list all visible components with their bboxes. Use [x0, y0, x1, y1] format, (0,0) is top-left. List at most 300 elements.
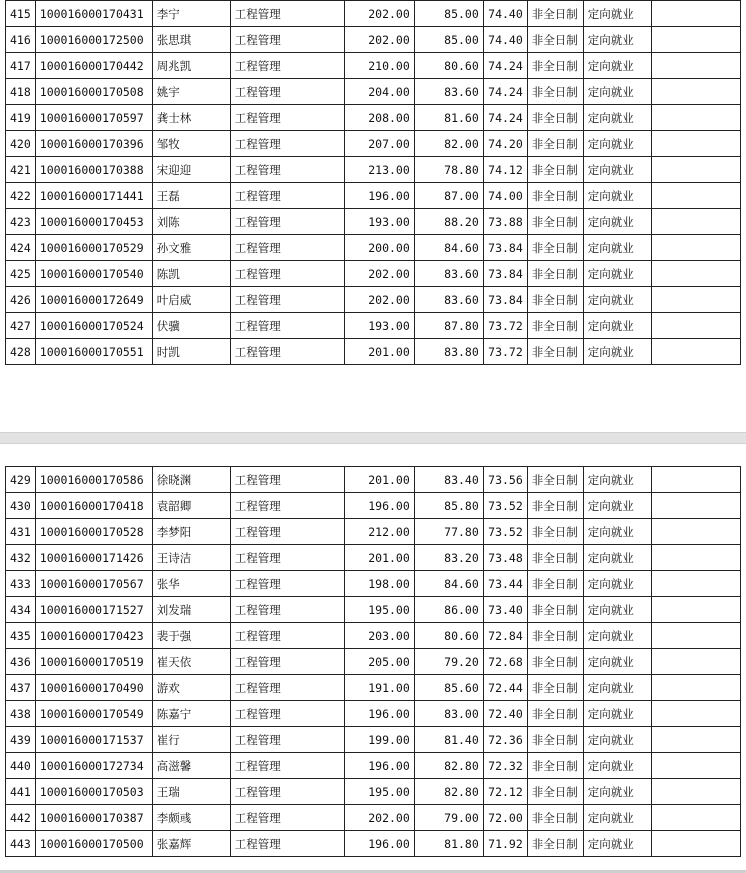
- cell-initial-score: 202.00: [344, 287, 414, 313]
- cell-employment-type: 定向就业: [583, 287, 651, 313]
- cell-study-mode: 非全日制: [527, 779, 583, 805]
- cell-name: 袁韶卿: [152, 493, 230, 519]
- cell-study-mode: 非全日制: [527, 209, 583, 235]
- cell-note: [651, 261, 740, 287]
- cell-name: 李梦阳: [152, 519, 230, 545]
- cell-name: 崔天依: [152, 649, 230, 675]
- cell-retest-score: 83.00: [414, 701, 483, 727]
- cell-total-score: 73.72: [483, 339, 527, 365]
- cell-candidate-id: 100016000170508: [35, 79, 152, 105]
- cell-major: 工程管理: [230, 831, 344, 857]
- cell-study-mode: 非全日制: [527, 79, 583, 105]
- cell-retest-score: 80.60: [414, 623, 483, 649]
- cell-name: 王磊: [152, 183, 230, 209]
- page-bottom-clip: [0, 444, 746, 870]
- cell-major: 工程管理: [230, 675, 344, 701]
- cell-major: 工程管理: [230, 701, 344, 727]
- cell-retest-score: 85.80: [414, 493, 483, 519]
- table-row: [6, 1, 741, 27]
- table-row: [6, 27, 741, 53]
- table-row: [6, 79, 741, 105]
- cell-retest-score: 83.40: [414, 467, 483, 493]
- cell-candidate-id: 100016000170431: [35, 1, 152, 27]
- cell-total-score: 72.40: [483, 701, 527, 727]
- cell-seq: 416: [6, 27, 36, 53]
- cell-note: [651, 779, 740, 805]
- cell-retest-score: 88.20: [414, 209, 483, 235]
- cell-employment-type: 定向就业: [583, 701, 651, 727]
- cell-initial-score: 195.00: [344, 597, 414, 623]
- cell-employment-type: 定向就业: [583, 209, 651, 235]
- score-table-top: [5, 0, 741, 365]
- cell-major: 工程管理: [230, 209, 344, 235]
- cell-candidate-id: 100016000170597: [35, 105, 152, 131]
- score-table-bottom-body: [6, 467, 741, 857]
- cell-seq: 422: [6, 183, 36, 209]
- cell-seq: 430: [6, 493, 36, 519]
- cell-study-mode: 非全日制: [527, 131, 583, 157]
- cell-note: [651, 753, 740, 779]
- cell-study-mode: 非全日制: [527, 157, 583, 183]
- cell-employment-type: 定向就业: [583, 339, 651, 365]
- cell-name: 时凯: [152, 339, 230, 365]
- table-row: [6, 779, 741, 805]
- cell-candidate-id: 100016000171527: [35, 597, 152, 623]
- cell-note: [651, 183, 740, 209]
- cell-initial-score: 202.00: [344, 261, 414, 287]
- cell-study-mode: 非全日制: [527, 597, 583, 623]
- cell-initial-score: 198.00: [344, 571, 414, 597]
- table-row: [6, 493, 741, 519]
- cell-initial-score: 195.00: [344, 779, 414, 805]
- cell-total-score: 73.52: [483, 493, 527, 519]
- cell-initial-score: 207.00: [344, 131, 414, 157]
- cell-major: 工程管理: [230, 649, 344, 675]
- cell-total-score: 74.40: [483, 1, 527, 27]
- cell-seq: 417: [6, 53, 36, 79]
- cell-initial-score: 203.00: [344, 623, 414, 649]
- cell-major: 工程管理: [230, 235, 344, 261]
- cell-major: 工程管理: [230, 493, 344, 519]
- cell-major: 工程管理: [230, 287, 344, 313]
- cell-candidate-id: 100016000170453: [35, 209, 152, 235]
- cell-study-mode: 非全日制: [527, 467, 583, 493]
- cell-note: [651, 571, 740, 597]
- cell-name: 游欢: [152, 675, 230, 701]
- cell-employment-type: 定向就业: [583, 183, 651, 209]
- cell-total-score: 74.24: [483, 105, 527, 131]
- cell-employment-type: 定向就业: [583, 131, 651, 157]
- cell-name: 李宁: [152, 1, 230, 27]
- cell-initial-score: 196.00: [344, 701, 414, 727]
- cell-major: 工程管理: [230, 79, 344, 105]
- cell-retest-score: 83.20: [414, 545, 483, 571]
- cell-candidate-id: 100016000170490: [35, 675, 152, 701]
- cell-note: [651, 209, 740, 235]
- cell-study-mode: 非全日制: [527, 753, 583, 779]
- cell-note: [651, 339, 740, 365]
- cell-name: 姚宇: [152, 79, 230, 105]
- cell-total-score: 73.84: [483, 261, 527, 287]
- cell-employment-type: 定向就业: [583, 545, 651, 571]
- cell-seq: 437: [6, 675, 36, 701]
- cell-note: [651, 105, 740, 131]
- cell-major: 工程管理: [230, 597, 344, 623]
- table-row: [6, 313, 741, 339]
- cell-total-score: 72.36: [483, 727, 527, 753]
- table-row: [6, 183, 741, 209]
- cell-employment-type: 定向就业: [583, 519, 651, 545]
- page-separator: [0, 432, 746, 444]
- cell-major: 工程管理: [230, 339, 344, 365]
- cell-seq: 436: [6, 649, 36, 675]
- cell-major: 工程管理: [230, 753, 344, 779]
- cell-seq: 423: [6, 209, 36, 235]
- cell-seq: 434: [6, 597, 36, 623]
- cell-name: 龚士林: [152, 105, 230, 131]
- cell-major: 工程管理: [230, 313, 344, 339]
- cell-total-score: 73.52: [483, 519, 527, 545]
- cell-employment-type: 定向就业: [583, 157, 651, 183]
- cell-employment-type: 定向就业: [583, 597, 651, 623]
- cell-note: [651, 235, 740, 261]
- cell-retest-score: 83.60: [414, 287, 483, 313]
- table-row: [6, 519, 741, 545]
- cell-employment-type: 定向就业: [583, 235, 651, 261]
- table-row: [6, 571, 741, 597]
- cell-retest-score: 83.60: [414, 261, 483, 287]
- cell-study-mode: 非全日制: [527, 675, 583, 701]
- cell-initial-score: 208.00: [344, 105, 414, 131]
- table-row: [6, 105, 741, 131]
- cell-employment-type: 定向就业: [583, 493, 651, 519]
- cell-retest-score: 84.60: [414, 571, 483, 597]
- cell-initial-score: 193.00: [344, 209, 414, 235]
- table-row: [6, 261, 741, 287]
- cell-name: 张嘉辉: [152, 831, 230, 857]
- cell-name: 伏骥: [152, 313, 230, 339]
- cell-initial-score: 204.00: [344, 79, 414, 105]
- cell-employment-type: 定向就业: [583, 571, 651, 597]
- cell-initial-score: 210.00: [344, 53, 414, 79]
- cell-total-score: 73.88: [483, 209, 527, 235]
- cell-retest-score: 82.80: [414, 779, 483, 805]
- cell-initial-score: 212.00: [344, 519, 414, 545]
- cell-major: 工程管理: [230, 157, 344, 183]
- cell-initial-score: 213.00: [344, 157, 414, 183]
- cell-study-mode: 非全日制: [527, 183, 583, 209]
- table-row: [6, 649, 741, 675]
- cell-initial-score: 196.00: [344, 183, 414, 209]
- table-row: [6, 53, 741, 79]
- cell-initial-score: 196.00: [344, 831, 414, 857]
- cell-initial-score: 196.00: [344, 753, 414, 779]
- cell-candidate-id: 100016000170586: [35, 467, 152, 493]
- cell-note: [651, 545, 740, 571]
- cell-seq: 431: [6, 519, 36, 545]
- cell-employment-type: 定向就业: [583, 779, 651, 805]
- cell-total-score: 72.12: [483, 779, 527, 805]
- cell-employment-type: 定向就业: [583, 753, 651, 779]
- cell-seq: 420: [6, 131, 36, 157]
- cell-major: 工程管理: [230, 545, 344, 571]
- cell-initial-score: 201.00: [344, 339, 414, 365]
- cell-note: [651, 313, 740, 339]
- cell-major: 工程管理: [230, 519, 344, 545]
- cell-study-mode: 非全日制: [527, 493, 583, 519]
- cell-retest-score: 79.20: [414, 649, 483, 675]
- cell-major: 工程管理: [230, 105, 344, 131]
- cell-candidate-id: 100016000170551: [35, 339, 152, 365]
- cell-total-score: 73.48: [483, 545, 527, 571]
- cell-note: [651, 27, 740, 53]
- cell-major: 工程管理: [230, 727, 344, 753]
- cell-employment-type: 定向就业: [583, 1, 651, 27]
- cell-name: 孙文雅: [152, 235, 230, 261]
- cell-name: 高滋馨: [152, 753, 230, 779]
- cell-initial-score: 205.00: [344, 649, 414, 675]
- cell-major: 工程管理: [230, 183, 344, 209]
- cell-name: 陈凯: [152, 261, 230, 287]
- cell-note: [651, 287, 740, 313]
- table-row: [6, 701, 741, 727]
- table-row: [6, 131, 741, 157]
- cell-initial-score: 196.00: [344, 493, 414, 519]
- cell-note: [651, 623, 740, 649]
- cell-name: 刘陈: [152, 209, 230, 235]
- cell-study-mode: 非全日制: [527, 727, 583, 753]
- table-row: [6, 235, 741, 261]
- cell-note: [651, 675, 740, 701]
- cell-total-score: 73.84: [483, 235, 527, 261]
- cell-total-score: 73.84: [483, 287, 527, 313]
- cell-name: 王诗洁: [152, 545, 230, 571]
- table-row: [6, 831, 741, 857]
- cell-retest-score: 79.00: [414, 805, 483, 831]
- cell-candidate-id: 100016000170442: [35, 53, 152, 79]
- cell-total-score: 72.84: [483, 623, 527, 649]
- table-row: [6, 339, 741, 365]
- cell-employment-type: 定向就业: [583, 313, 651, 339]
- cell-seq: 425: [6, 261, 36, 287]
- cell-candidate-id: 100016000170528: [35, 519, 152, 545]
- cell-name: 张思琪: [152, 27, 230, 53]
- cell-name: 周兆凯: [152, 53, 230, 79]
- cell-retest-score: 87.00: [414, 183, 483, 209]
- cell-note: [651, 53, 740, 79]
- cell-initial-score: 193.00: [344, 313, 414, 339]
- cell-name: 陈嘉宁: [152, 701, 230, 727]
- cell-major: 工程管理: [230, 261, 344, 287]
- cell-note: [651, 519, 740, 545]
- cell-retest-score: 85.00: [414, 27, 483, 53]
- cell-study-mode: 非全日制: [527, 287, 583, 313]
- cell-initial-score: 202.00: [344, 1, 414, 27]
- cell-total-score: 72.68: [483, 649, 527, 675]
- cell-major: 工程管理: [230, 571, 344, 597]
- cell-retest-score: 83.80: [414, 339, 483, 365]
- cell-study-mode: 非全日制: [527, 649, 583, 675]
- cell-major: 工程管理: [230, 779, 344, 805]
- cell-total-score: 73.44: [483, 571, 527, 597]
- cell-retest-score: 86.00: [414, 597, 483, 623]
- score-table-bottom: [5, 466, 741, 857]
- cell-note: [651, 1, 740, 27]
- cell-major: 工程管理: [230, 131, 344, 157]
- cell-name: 邹牧: [152, 131, 230, 157]
- table-row: [6, 467, 741, 493]
- cell-candidate-id: 100016000170540: [35, 261, 152, 287]
- cell-study-mode: 非全日制: [527, 53, 583, 79]
- cell-employment-type: 定向就业: [583, 79, 651, 105]
- cell-seq: 419: [6, 105, 36, 131]
- table-row: [6, 623, 741, 649]
- cell-name: 宋迎迎: [152, 157, 230, 183]
- cell-note: [651, 805, 740, 831]
- cell-note: [651, 493, 740, 519]
- cell-study-mode: 非全日制: [527, 105, 583, 131]
- cell-seq: 441: [6, 779, 36, 805]
- cell-major: 工程管理: [230, 27, 344, 53]
- cell-note: [651, 701, 740, 727]
- cell-employment-type: 定向就业: [583, 261, 651, 287]
- cell-retest-score: 80.60: [414, 53, 483, 79]
- cell-initial-score: 200.00: [344, 235, 414, 261]
- cell-employment-type: 定向就业: [583, 805, 651, 831]
- cell-employment-type: 定向就业: [583, 675, 651, 701]
- cell-employment-type: 定向就业: [583, 649, 651, 675]
- cell-note: [651, 727, 740, 753]
- cell-total-score: 74.24: [483, 53, 527, 79]
- cell-seq: 443: [6, 831, 36, 857]
- cell-major: 工程管理: [230, 53, 344, 79]
- cell-candidate-id: 100016000170388: [35, 157, 152, 183]
- cell-seq: 442: [6, 805, 36, 831]
- cell-initial-score: 202.00: [344, 27, 414, 53]
- table-row: [6, 209, 741, 235]
- cell-seq: 428: [6, 339, 36, 365]
- cell-retest-score: 84.60: [414, 235, 483, 261]
- cell-study-mode: 非全日制: [527, 235, 583, 261]
- cell-total-score: 73.40: [483, 597, 527, 623]
- cell-employment-type: 定向就业: [583, 727, 651, 753]
- cell-initial-score: 191.00: [344, 675, 414, 701]
- cell-seq: 435: [6, 623, 36, 649]
- cell-major: 工程管理: [230, 805, 344, 831]
- table-row: [6, 287, 741, 313]
- cell-name: 裴于强: [152, 623, 230, 649]
- cell-total-score: 71.92: [483, 831, 527, 857]
- cell-employment-type: 定向就业: [583, 105, 651, 131]
- table-row: [6, 157, 741, 183]
- cell-total-score: 74.20: [483, 131, 527, 157]
- cell-study-mode: 非全日制: [527, 1, 583, 27]
- cell-candidate-id: 100016000170423: [35, 623, 152, 649]
- cell-retest-score: 85.00: [414, 1, 483, 27]
- cell-seq: 427: [6, 313, 36, 339]
- cell-study-mode: 非全日制: [527, 519, 583, 545]
- cell-seq: 426: [6, 287, 36, 313]
- cell-total-score: 74.00: [483, 183, 527, 209]
- cell-initial-score: 201.00: [344, 467, 414, 493]
- cell-candidate-id: 100016000170396: [35, 131, 152, 157]
- cell-candidate-id: 100016000170387: [35, 805, 152, 831]
- cell-employment-type: 定向就业: [583, 623, 651, 649]
- cell-employment-type: 定向就业: [583, 467, 651, 493]
- cell-retest-score: 82.80: [414, 753, 483, 779]
- cell-name: 徐晓渊: [152, 467, 230, 493]
- cell-retest-score: 87.80: [414, 313, 483, 339]
- cell-total-score: 72.00: [483, 805, 527, 831]
- cell-retest-score: 77.80: [414, 519, 483, 545]
- cell-candidate-id: 100016000172649: [35, 287, 152, 313]
- cell-candidate-id: 100016000170519: [35, 649, 152, 675]
- table-row: [6, 753, 741, 779]
- cell-candidate-id: 100016000171426: [35, 545, 152, 571]
- cell-employment-type: 定向就业: [583, 53, 651, 79]
- cell-name: 崔行: [152, 727, 230, 753]
- cell-candidate-id: 100016000170418: [35, 493, 152, 519]
- cell-retest-score: 81.60: [414, 105, 483, 131]
- cell-note: [651, 831, 740, 857]
- cell-study-mode: 非全日制: [527, 261, 583, 287]
- cell-seq: 415: [6, 1, 36, 27]
- table-row: [6, 597, 741, 623]
- cell-total-score: 74.12: [483, 157, 527, 183]
- cell-major: 工程管理: [230, 623, 344, 649]
- cell-name: 王瑞: [152, 779, 230, 805]
- cell-candidate-id: 100016000171441: [35, 183, 152, 209]
- cell-candidate-id: 100016000172500: [35, 27, 152, 53]
- cell-seq: 432: [6, 545, 36, 571]
- cell-candidate-id: 100016000170500: [35, 831, 152, 857]
- table-row: [6, 805, 741, 831]
- cell-employment-type: 定向就业: [583, 831, 651, 857]
- cell-seq: 438: [6, 701, 36, 727]
- cell-candidate-id: 100016000170503: [35, 779, 152, 805]
- cell-total-score: 74.40: [483, 27, 527, 53]
- cell-total-score: 73.72: [483, 313, 527, 339]
- cell-seq: 439: [6, 727, 36, 753]
- cell-study-mode: 非全日制: [527, 313, 583, 339]
- cell-candidate-id: 100016000171537: [35, 727, 152, 753]
- table-row: [6, 727, 741, 753]
- cell-retest-score: 83.60: [414, 79, 483, 105]
- cell-employment-type: 定向就业: [583, 27, 651, 53]
- cell-candidate-id: 100016000170567: [35, 571, 152, 597]
- cell-seq: 433: [6, 571, 36, 597]
- table-row: [6, 675, 741, 701]
- cell-retest-score: 78.80: [414, 157, 483, 183]
- cell-name: 叶启威: [152, 287, 230, 313]
- cell-seq: 421: [6, 157, 36, 183]
- cell-candidate-id: 100016000170529: [35, 235, 152, 261]
- cell-candidate-id: 100016000172734: [35, 753, 152, 779]
- cell-name: 张华: [152, 571, 230, 597]
- cell-initial-score: 201.00: [344, 545, 414, 571]
- cell-note: [651, 597, 740, 623]
- cell-study-mode: 非全日制: [527, 805, 583, 831]
- cell-note: [651, 131, 740, 157]
- cell-total-score: 72.32: [483, 753, 527, 779]
- cell-retest-score: 81.40: [414, 727, 483, 753]
- cell-note: [651, 649, 740, 675]
- cell-note: [651, 79, 740, 105]
- cell-seq: 418: [6, 79, 36, 105]
- cell-study-mode: 非全日制: [527, 27, 583, 53]
- cell-retest-score: 85.60: [414, 675, 483, 701]
- cell-major: 工程管理: [230, 467, 344, 493]
